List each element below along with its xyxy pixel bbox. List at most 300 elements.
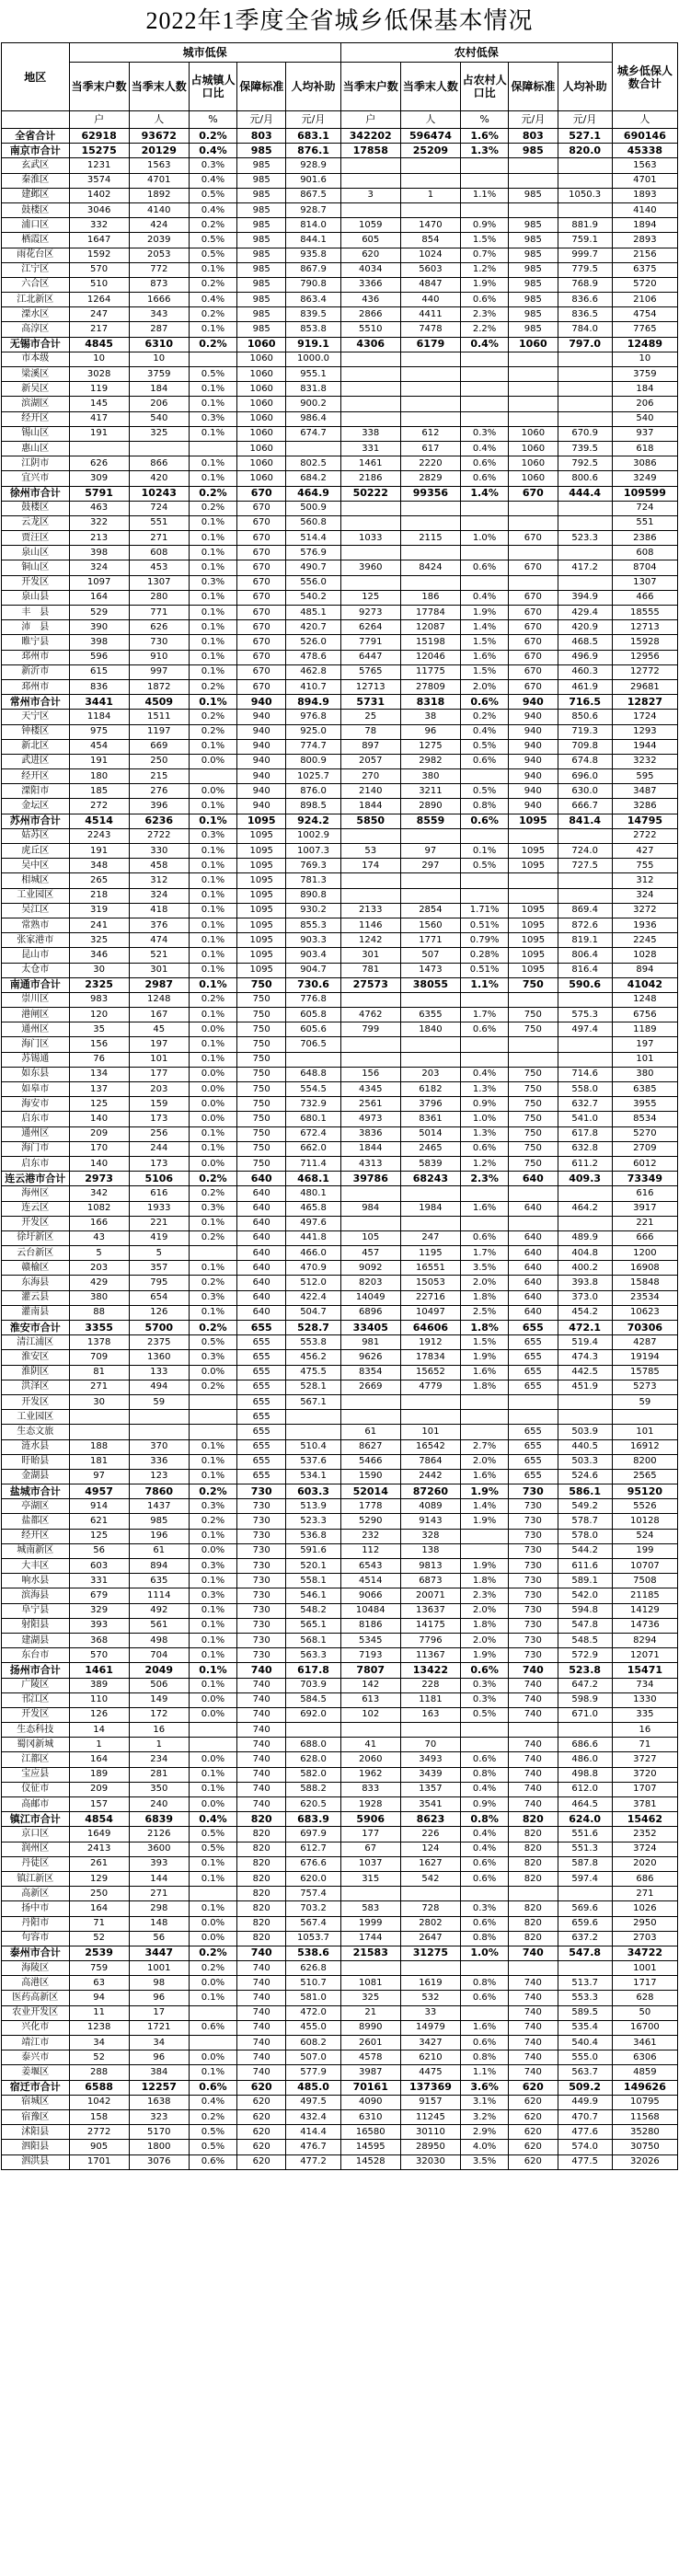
- region-name-cell: 宿迁市合计: [2, 2080, 70, 2095]
- value-cell: [129, 1410, 189, 1425]
- value-cell: 757.4: [286, 1887, 340, 1901]
- value-cell: 863.4: [286, 293, 340, 307]
- value-cell: 157: [69, 1797, 129, 1812]
- value-cell: 940: [509, 799, 558, 814]
- value-cell: 335: [612, 1707, 677, 1722]
- table-row: [2, 1633, 678, 1647]
- value-cell: 0.3%: [189, 1201, 236, 1216]
- value-cell: 0.5%: [189, 1842, 236, 1856]
- value-cell: 10484: [340, 1603, 400, 1618]
- region-name-cell: 大丰区: [2, 1559, 70, 1574]
- value-cell: 819.1: [558, 933, 612, 948]
- value-cell: 15198: [400, 635, 460, 650]
- value-cell: [509, 1410, 558, 1425]
- value-cell: 940: [509, 754, 558, 768]
- value-cell: 288: [69, 2065, 129, 2080]
- value-cell: 0.4%: [189, 202, 236, 217]
- value-cell: 903.3: [286, 933, 340, 948]
- table-row: [2, 515, 678, 530]
- value-cell: 0.1%: [189, 546, 236, 560]
- value-cell: 1.0%: [461, 1112, 509, 1126]
- value-cell: [558, 1410, 612, 1425]
- table-row: [2, 1350, 678, 1365]
- value-cell: 164: [69, 590, 129, 605]
- value-cell: 331: [69, 1574, 129, 1588]
- value-cell: 0.1%: [189, 873, 236, 888]
- value-cell: 670: [237, 531, 286, 546]
- value-cell: 96: [129, 2050, 189, 2065]
- value-cell: 330: [129, 844, 189, 859]
- table-row: [2, 1216, 678, 1230]
- region-name-cell: 淮阴区: [2, 1365, 70, 1380]
- unit-cell: 人: [612, 111, 677, 129]
- value-cell: 0.0%: [189, 1082, 236, 1097]
- region-name-cell: 姑苏区: [2, 828, 70, 843]
- value-cell: [461, 1037, 509, 1052]
- value-cell: 191: [69, 844, 129, 859]
- value-cell: 8627: [340, 1439, 400, 1454]
- value-cell: 985: [509, 188, 558, 202]
- value-cell: 0.2%: [189, 501, 236, 515]
- region-name-cell: 广陵区: [2, 1678, 70, 1692]
- value-cell: 6012: [612, 1156, 677, 1171]
- value-cell: 1060: [237, 471, 286, 486]
- value-cell: 1231: [69, 158, 129, 173]
- table-row: [2, 1692, 678, 1707]
- value-cell: 52014: [340, 1484, 400, 1499]
- value-cell: 52: [69, 2050, 129, 2065]
- value-cell: 138: [400, 1543, 460, 1558]
- value-cell: 357: [129, 1261, 189, 1276]
- table-row: [2, 1707, 678, 1722]
- unit-cell: %: [461, 111, 509, 129]
- value-cell: 101: [400, 1425, 460, 1439]
- value-cell: 232: [340, 1529, 400, 1543]
- value-cell: 670: [509, 560, 558, 575]
- value-cell: 9626: [340, 1350, 400, 1365]
- value-cell: 739.5: [558, 441, 612, 456]
- value-cell: 582.0: [286, 1767, 340, 1782]
- value-cell: 1095: [509, 844, 558, 859]
- region-name-cell: 吴江区: [2, 903, 70, 918]
- value-cell: 4847: [400, 277, 460, 292]
- value-cell: 0.2%: [189, 218, 236, 233]
- value-cell: 640: [237, 1246, 286, 1261]
- value-cell: 1402: [69, 188, 129, 202]
- value-cell: 740: [237, 1663, 286, 1678]
- region-name-cell: 镇江市合计: [2, 1812, 70, 1827]
- region-name-cell: 鼓楼区: [2, 202, 70, 217]
- value-cell: 976.8: [286, 710, 340, 724]
- table-row: [2, 1394, 678, 1409]
- value-cell: [400, 202, 460, 217]
- value-cell: 1060: [237, 411, 286, 426]
- table-row: [2, 1976, 678, 1991]
- value-cell: 872.6: [558, 918, 612, 932]
- value-cell: 329: [69, 1603, 129, 1618]
- value-cell: 1619: [400, 1976, 460, 1991]
- value-cell: [461, 382, 509, 397]
- region-name-cell: 工业园区: [2, 888, 70, 903]
- value-cell: 620: [237, 2109, 286, 2124]
- value-cell: 750: [509, 1067, 558, 1081]
- value-cell: 618: [612, 441, 677, 456]
- value-cell: 43: [69, 1230, 129, 1245]
- value-cell: 276: [129, 784, 189, 799]
- value-cell: 985: [237, 322, 286, 337]
- value-cell: 10: [612, 352, 677, 366]
- value-cell: 940: [237, 754, 286, 768]
- value-cell: 2802: [400, 1916, 460, 1931]
- unit-cell: 户: [69, 111, 129, 129]
- value-cell: 188: [69, 1439, 129, 1454]
- value-cell: 3249: [612, 471, 677, 486]
- value-cell: 476.7: [286, 2140, 340, 2154]
- value-cell: 265: [69, 873, 129, 888]
- value-cell: 2601: [340, 2036, 400, 2050]
- value-cell: 655: [509, 1350, 558, 1365]
- value-cell: 620: [237, 2125, 286, 2140]
- value-cell: 112: [340, 1543, 400, 1558]
- value-cell: 163: [400, 1707, 460, 1722]
- value-cell: 0.5%: [189, 188, 236, 202]
- value-cell: 1053.7: [286, 1931, 340, 1946]
- value-cell: 396: [129, 799, 189, 814]
- region-name-cell: 苏锡通: [2, 1052, 70, 1067]
- value-cell: [129, 1425, 189, 1439]
- value-cell: 750: [237, 992, 286, 1007]
- value-cell: 380: [69, 1290, 129, 1305]
- value-cell: 50222: [340, 486, 400, 501]
- value-cell: 93672: [129, 129, 189, 144]
- value-cell: 125: [69, 1097, 129, 1112]
- value-cell: 910: [129, 650, 189, 664]
- value-cell: 0.1%: [189, 1663, 236, 1678]
- value-cell: 0.6%: [461, 1856, 509, 1871]
- value-cell: 15462: [612, 1812, 677, 1827]
- value-cell: 0.1%: [189, 888, 236, 903]
- value-cell: 427: [612, 844, 677, 859]
- value-cell: [189, 1425, 236, 1439]
- value-cell: 0.1%: [189, 1603, 236, 1618]
- table-row: [2, 1052, 678, 1067]
- value-cell: 10707: [612, 1559, 677, 1574]
- value-cell: [340, 367, 400, 382]
- table-row: [2, 1112, 678, 1126]
- value-cell: 2465: [400, 1141, 460, 1156]
- value-cell: 2703: [612, 1931, 677, 1946]
- value-cell: 1330: [612, 1692, 677, 1707]
- value-cell: 0.3%: [461, 1901, 509, 1916]
- table-row: [2, 1514, 678, 1529]
- value-cell: 0.5%: [461, 1707, 509, 1722]
- value-cell: [509, 1186, 558, 1201]
- value-cell: 620: [237, 2140, 286, 2154]
- value-cell: 1.3%: [461, 144, 509, 158]
- value-cell: 853.8: [286, 322, 340, 337]
- value-cell: 997: [129, 664, 189, 679]
- value-cell: 3447: [129, 1946, 189, 1960]
- value-cell: 611.6: [558, 1559, 612, 1574]
- value-cell: 570: [69, 1648, 129, 1663]
- value-cell: 584.5: [286, 1692, 340, 1707]
- value-cell: 781.3: [286, 873, 340, 888]
- table-row: [2, 546, 678, 560]
- value-cell: 0.0%: [189, 1156, 236, 1171]
- value-cell: 670: [237, 650, 286, 664]
- region-name-cell: 丰 县: [2, 606, 70, 620]
- value-cell: [286, 1410, 340, 1425]
- value-cell: 750: [237, 1008, 286, 1022]
- value-cell: 2647: [400, 1931, 460, 1946]
- table-row: [2, 2065, 678, 2080]
- value-cell: 563.3: [286, 1648, 340, 1663]
- value-cell: 0.9%: [461, 1097, 509, 1112]
- value-cell: 928.9: [286, 158, 340, 173]
- region-name-cell: 吴中区: [2, 859, 70, 873]
- value-cell: 574.0: [558, 2140, 612, 2154]
- value-cell: 3574: [69, 173, 129, 188]
- value-cell: 27809: [400, 679, 460, 694]
- value-cell: 15848: [612, 1276, 677, 1290]
- region-name-cell: 江都区: [2, 1752, 70, 1767]
- value-cell: 620: [509, 2140, 558, 2154]
- value-cell: 0.3%: [461, 1678, 509, 1692]
- table-row: [2, 1201, 678, 1216]
- region-name-cell: 南通市合计: [2, 977, 70, 992]
- value-cell: 410.7: [286, 679, 340, 694]
- value-cell: 940: [237, 695, 286, 710]
- value-cell: [340, 1216, 400, 1230]
- value-cell: 730: [237, 1559, 286, 1574]
- value-cell: 390: [69, 620, 129, 635]
- value-cell: 670: [509, 650, 558, 664]
- value-cell: 0.1%: [189, 948, 236, 963]
- value-cell: 683.9: [286, 1812, 340, 1827]
- value-cell: 0.1%: [189, 1454, 236, 1469]
- value-cell: 1933: [129, 1201, 189, 1216]
- value-cell: 632.7: [558, 1097, 612, 1112]
- value-cell: 400.2: [558, 1261, 612, 1276]
- value-cell: 0.7%: [461, 248, 509, 262]
- region-name-cell: 新沂市: [2, 664, 70, 679]
- value-cell: 867.5: [286, 188, 340, 202]
- value-cell: 3046: [69, 202, 129, 217]
- region-name-cell: 张家港市: [2, 933, 70, 948]
- value-cell: 0.1%: [189, 1529, 236, 1543]
- value-cell: 820.0: [558, 144, 612, 158]
- value-cell: 177: [340, 1827, 400, 1842]
- value-cell: 2561: [340, 1097, 400, 1112]
- value-cell: 1590: [340, 1469, 400, 1484]
- value-cell: 5290: [340, 1514, 400, 1529]
- value-cell: 724: [612, 501, 677, 515]
- value-cell: 5345: [340, 1633, 400, 1647]
- value-cell: [400, 1961, 460, 1976]
- value-cell: 547.8: [558, 1618, 612, 1633]
- header-col: 当季末人数: [129, 63, 189, 111]
- value-cell: 16912: [612, 1439, 677, 1454]
- value-cell: 0.6%: [189, 2020, 236, 2035]
- table-row: [2, 1380, 678, 1394]
- value-cell: 3.5%: [461, 2154, 509, 2169]
- value-cell: 8294: [612, 1633, 677, 1647]
- value-cell: 616: [129, 1186, 189, 1201]
- value-cell: 4578: [340, 2050, 400, 2065]
- value-cell: [129, 441, 189, 456]
- value-cell: 1189: [612, 1022, 677, 1037]
- value-cell: 1.5%: [461, 233, 509, 248]
- value-cell: 1.7%: [461, 1246, 509, 1261]
- value-cell: 8623: [400, 1812, 460, 1827]
- value-cell: 1511: [129, 710, 189, 724]
- value-cell: 0.2%: [189, 1380, 236, 1394]
- table-row: [2, 1499, 678, 1514]
- value-cell: 940: [237, 724, 286, 739]
- table-row: [2, 1335, 678, 1350]
- unit-cell: 元/月: [509, 111, 558, 129]
- value-cell: 1060: [237, 441, 286, 456]
- value-cell: 498: [129, 1633, 189, 1647]
- value-cell: 2115: [400, 531, 460, 546]
- value-cell: 0.6%: [189, 2154, 236, 2169]
- value-cell: 0.1%: [189, 471, 236, 486]
- region-name-cell: 相城区: [2, 873, 70, 888]
- city-total-row: [2, 486, 678, 501]
- value-cell: 1437: [129, 1499, 189, 1514]
- value-cell: 4313: [340, 1156, 400, 1171]
- value-cell: 2950: [612, 1916, 677, 1931]
- value-cell: 730: [237, 1603, 286, 1618]
- value-cell: [461, 202, 509, 217]
- value-cell: 186: [400, 590, 460, 605]
- value-cell: 640: [509, 1230, 558, 1245]
- value-cell: 655: [509, 1469, 558, 1484]
- value-cell: 338: [340, 426, 400, 441]
- value-cell: 1095: [237, 903, 286, 918]
- region-name-cell: 昆山市: [2, 948, 70, 963]
- table-row: [2, 1887, 678, 1901]
- value-cell: 71: [69, 1916, 129, 1931]
- value-cell: 854: [400, 233, 460, 248]
- value-cell: [400, 575, 460, 590]
- value-cell: [461, 1738, 509, 1752]
- value-cell: 309: [69, 471, 129, 486]
- value-cell: 740: [509, 2065, 558, 2080]
- value-cell: 620: [509, 2125, 558, 2140]
- value-cell: 820: [509, 1916, 558, 1931]
- table-row: [2, 531, 678, 546]
- value-cell: 0.9%: [461, 218, 509, 233]
- value-cell: 1082: [69, 1201, 129, 1216]
- value-cell: 740: [509, 1767, 558, 1782]
- value-cell: 12772: [612, 664, 677, 679]
- table-row: [2, 2050, 678, 2065]
- value-cell: 897: [340, 739, 400, 754]
- value-cell: 999.7: [558, 248, 612, 262]
- value-cell: 15785: [612, 1365, 677, 1380]
- value-cell: 740: [237, 1692, 286, 1707]
- value-cell: 2386: [612, 531, 677, 546]
- value-cell: 206: [129, 397, 189, 411]
- value-cell: 844.1: [286, 233, 340, 248]
- value-cell: 0.8%: [461, 799, 509, 814]
- value-cell: 578.7: [558, 1514, 612, 1529]
- value-cell: 0.2%: [189, 992, 236, 1007]
- value-cell: 14979: [400, 2020, 460, 2035]
- value-cell: 0.5%: [189, 367, 236, 382]
- value-cell: 1095: [237, 963, 286, 977]
- value-cell: [558, 1216, 612, 1230]
- table-row: [2, 1008, 678, 1022]
- value-cell: 16551: [400, 1261, 460, 1276]
- value-cell: [340, 1052, 400, 1067]
- region-name-cell: 铜山区: [2, 560, 70, 575]
- value-cell: [400, 1186, 460, 1201]
- value-cell: 4034: [340, 262, 400, 277]
- value-cell: 1095: [237, 888, 286, 903]
- value-cell: 486.0: [558, 1752, 612, 1767]
- value-cell: 2352: [612, 1827, 677, 1842]
- region-name-cell: 镇江新区: [2, 1871, 70, 1886]
- unit-cell: [2, 111, 70, 129]
- value-cell: 167: [129, 1008, 189, 1022]
- value-cell: [189, 1723, 236, 1738]
- value-cell: [69, 1425, 129, 1439]
- value-cell: [400, 411, 460, 426]
- table-row: [2, 1290, 678, 1305]
- value-cell: 2.5%: [461, 1305, 509, 1320]
- value-cell: 13422: [400, 1663, 460, 1678]
- value-cell: [461, 411, 509, 426]
- value-cell: 105: [340, 1230, 400, 1245]
- value-cell: 94: [69, 1991, 129, 2005]
- value-cell: 553.3: [558, 1991, 612, 2005]
- value-cell: 25209: [400, 144, 460, 158]
- value-cell: 10497: [400, 1305, 460, 1320]
- header-col: 当季末户数: [69, 63, 129, 111]
- value-cell: 0.0%: [189, 1365, 236, 1380]
- value-cell: 12713: [340, 679, 400, 694]
- value-cell: 328: [400, 1529, 460, 1543]
- region-name-cell: 锡山区: [2, 426, 70, 441]
- value-cell: 940: [509, 769, 558, 784]
- value-cell: 97: [69, 1469, 129, 1484]
- table-row: [2, 1126, 678, 1141]
- table-row: [2, 173, 678, 188]
- value-cell: 727.5: [558, 859, 612, 873]
- city-total-row: [2, 1321, 678, 1335]
- value-cell: 2.7%: [461, 1439, 509, 1454]
- value-cell: 797.0: [558, 337, 612, 352]
- region-name-cell: 丹徒区: [2, 1856, 70, 1871]
- value-cell: 0.0%: [189, 1022, 236, 1037]
- value-cell: 470.9: [286, 1261, 340, 1276]
- value-cell: 0.6%: [461, 1663, 509, 1678]
- value-cell: 10128: [612, 1514, 677, 1529]
- value-cell: 485.1: [286, 606, 340, 620]
- table-row: [2, 918, 678, 932]
- value-cell: 750: [509, 1008, 558, 1022]
- region-name-cell: 浦口区: [2, 218, 70, 233]
- value-cell: 750: [509, 977, 558, 992]
- city-total-row: [2, 2080, 678, 2095]
- region-name-cell: 响水县: [2, 1574, 70, 1588]
- value-cell: 0.1%: [189, 1991, 236, 2005]
- value-cell: 6896: [340, 1305, 400, 1320]
- value-cell: 985: [509, 322, 558, 337]
- city-total-row: [2, 337, 678, 352]
